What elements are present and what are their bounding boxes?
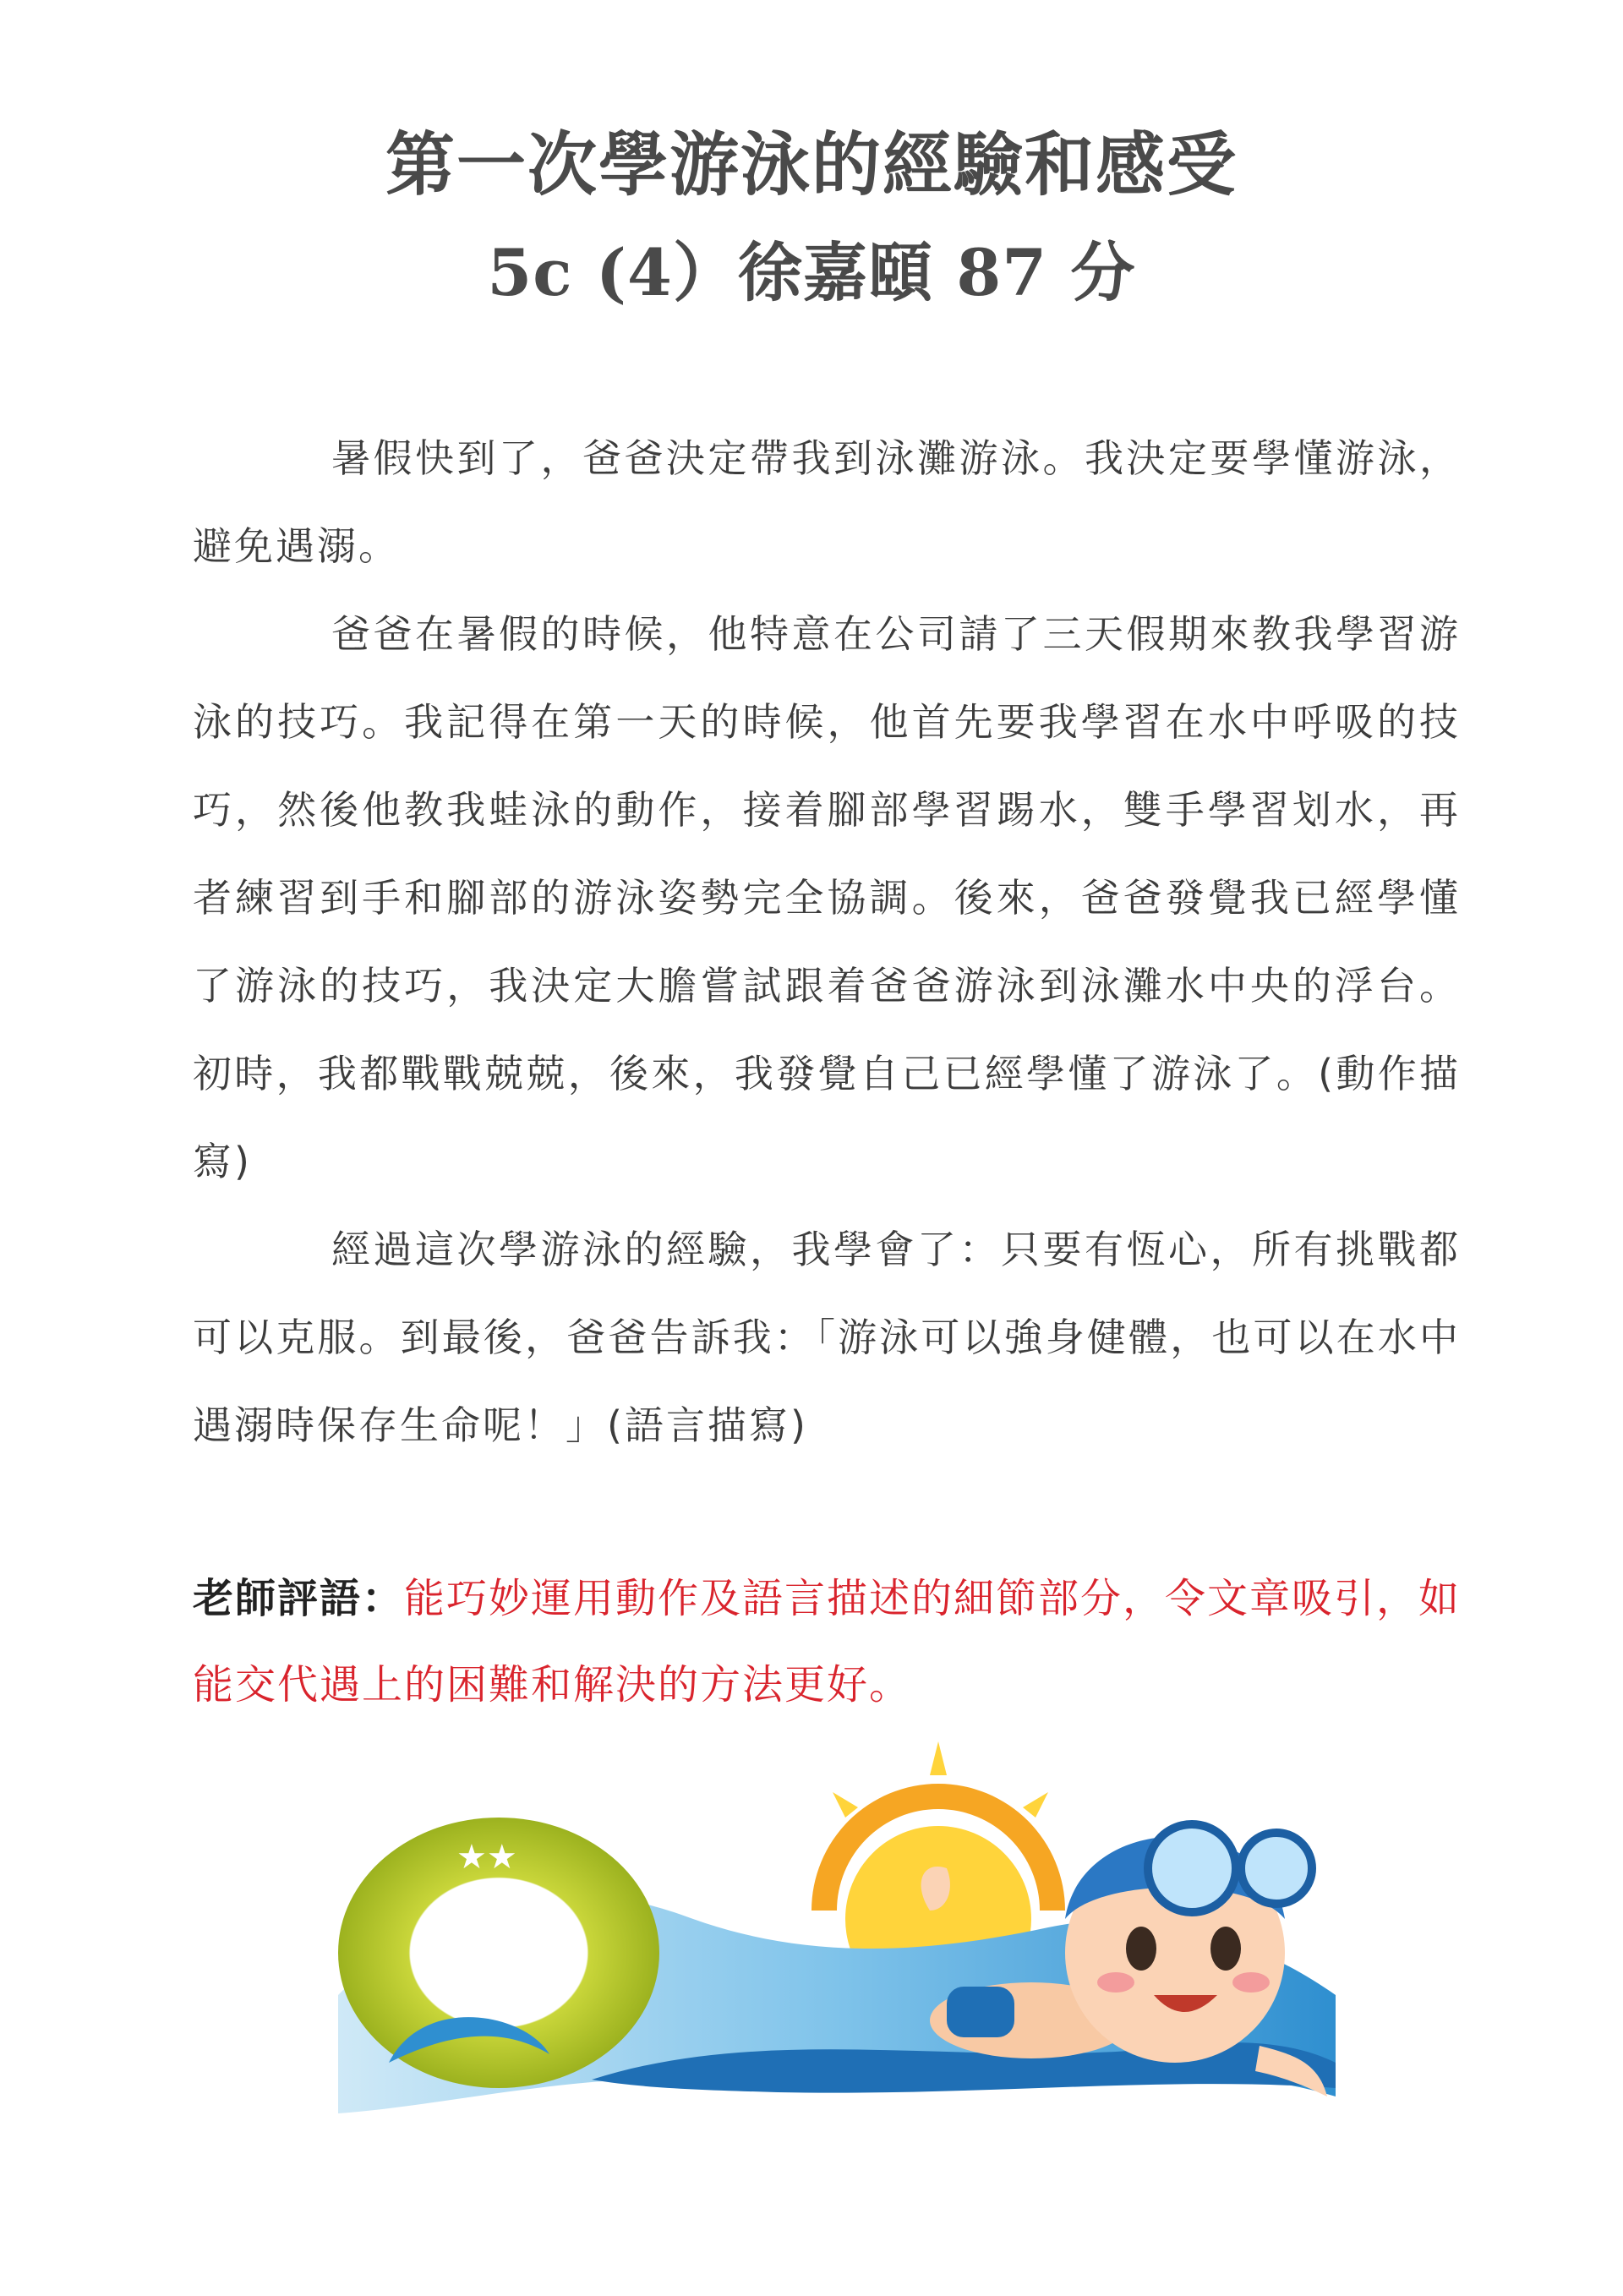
- svg-text:★★: ★★: [456, 1838, 517, 1877]
- essay-paragraph-1: 暑假快到了，爸爸決定帶我到泳灘游泳。我決定要學懂游泳，避免遇溺。: [193, 435, 1461, 569]
- swim-ring-icon: [338, 1818, 659, 2088]
- child-swimming-illustration: [338, 1741, 1336, 2113]
- essay-paragraph-3: 經過這次學游泳的經驗，我學會了：只要有恆心，所有挑戰都可以克服。到最後，爸爸告訴我：「游泳可以強身健體，也可以在水中遇溺時保存生命呢！」(語言描寫): [193, 1227, 1461, 1448]
- author-score-line: 5c (4）徐嘉頤 87 分: [487, 235, 1136, 310]
- teacher-comment: [193, 1555, 1478, 1728]
- essay-paragraph-2: 爸爸在暑假的時候，他特意在公司請了三天假期來教我學習游泳的技巧。我記得在第一天的時候，他首先要我學習在水中呼吸的技巧，然後他教我蛙泳的動作，接着腳部學習踢水，雙手學習划水，再者練習到手和腳部的游泳姿勢完全協調。後來，爸爸發覺我已經學懂了游泳的技巧，我決定大膽嘗試跟着爸爸游泳到泳灘水中央的浮台。初時，我都戰戰兢兢，後來，我發覺自己已經學懂了游泳了。(動作描寫): [193, 611, 1461, 1184]
- teacher-comment-label: 老師評語：: [193, 1575, 405, 1622]
- teacher-comment-text: 能巧妙運用動作及語言描述的細節部分，令文章吸引，如能交代遇上的困難和解決的方法更好。: [193, 1575, 1462, 1708]
- essay-body: [193, 414, 1461, 1469]
- page-title: 第一次學游泳的經驗和感受: [385, 124, 1238, 205]
